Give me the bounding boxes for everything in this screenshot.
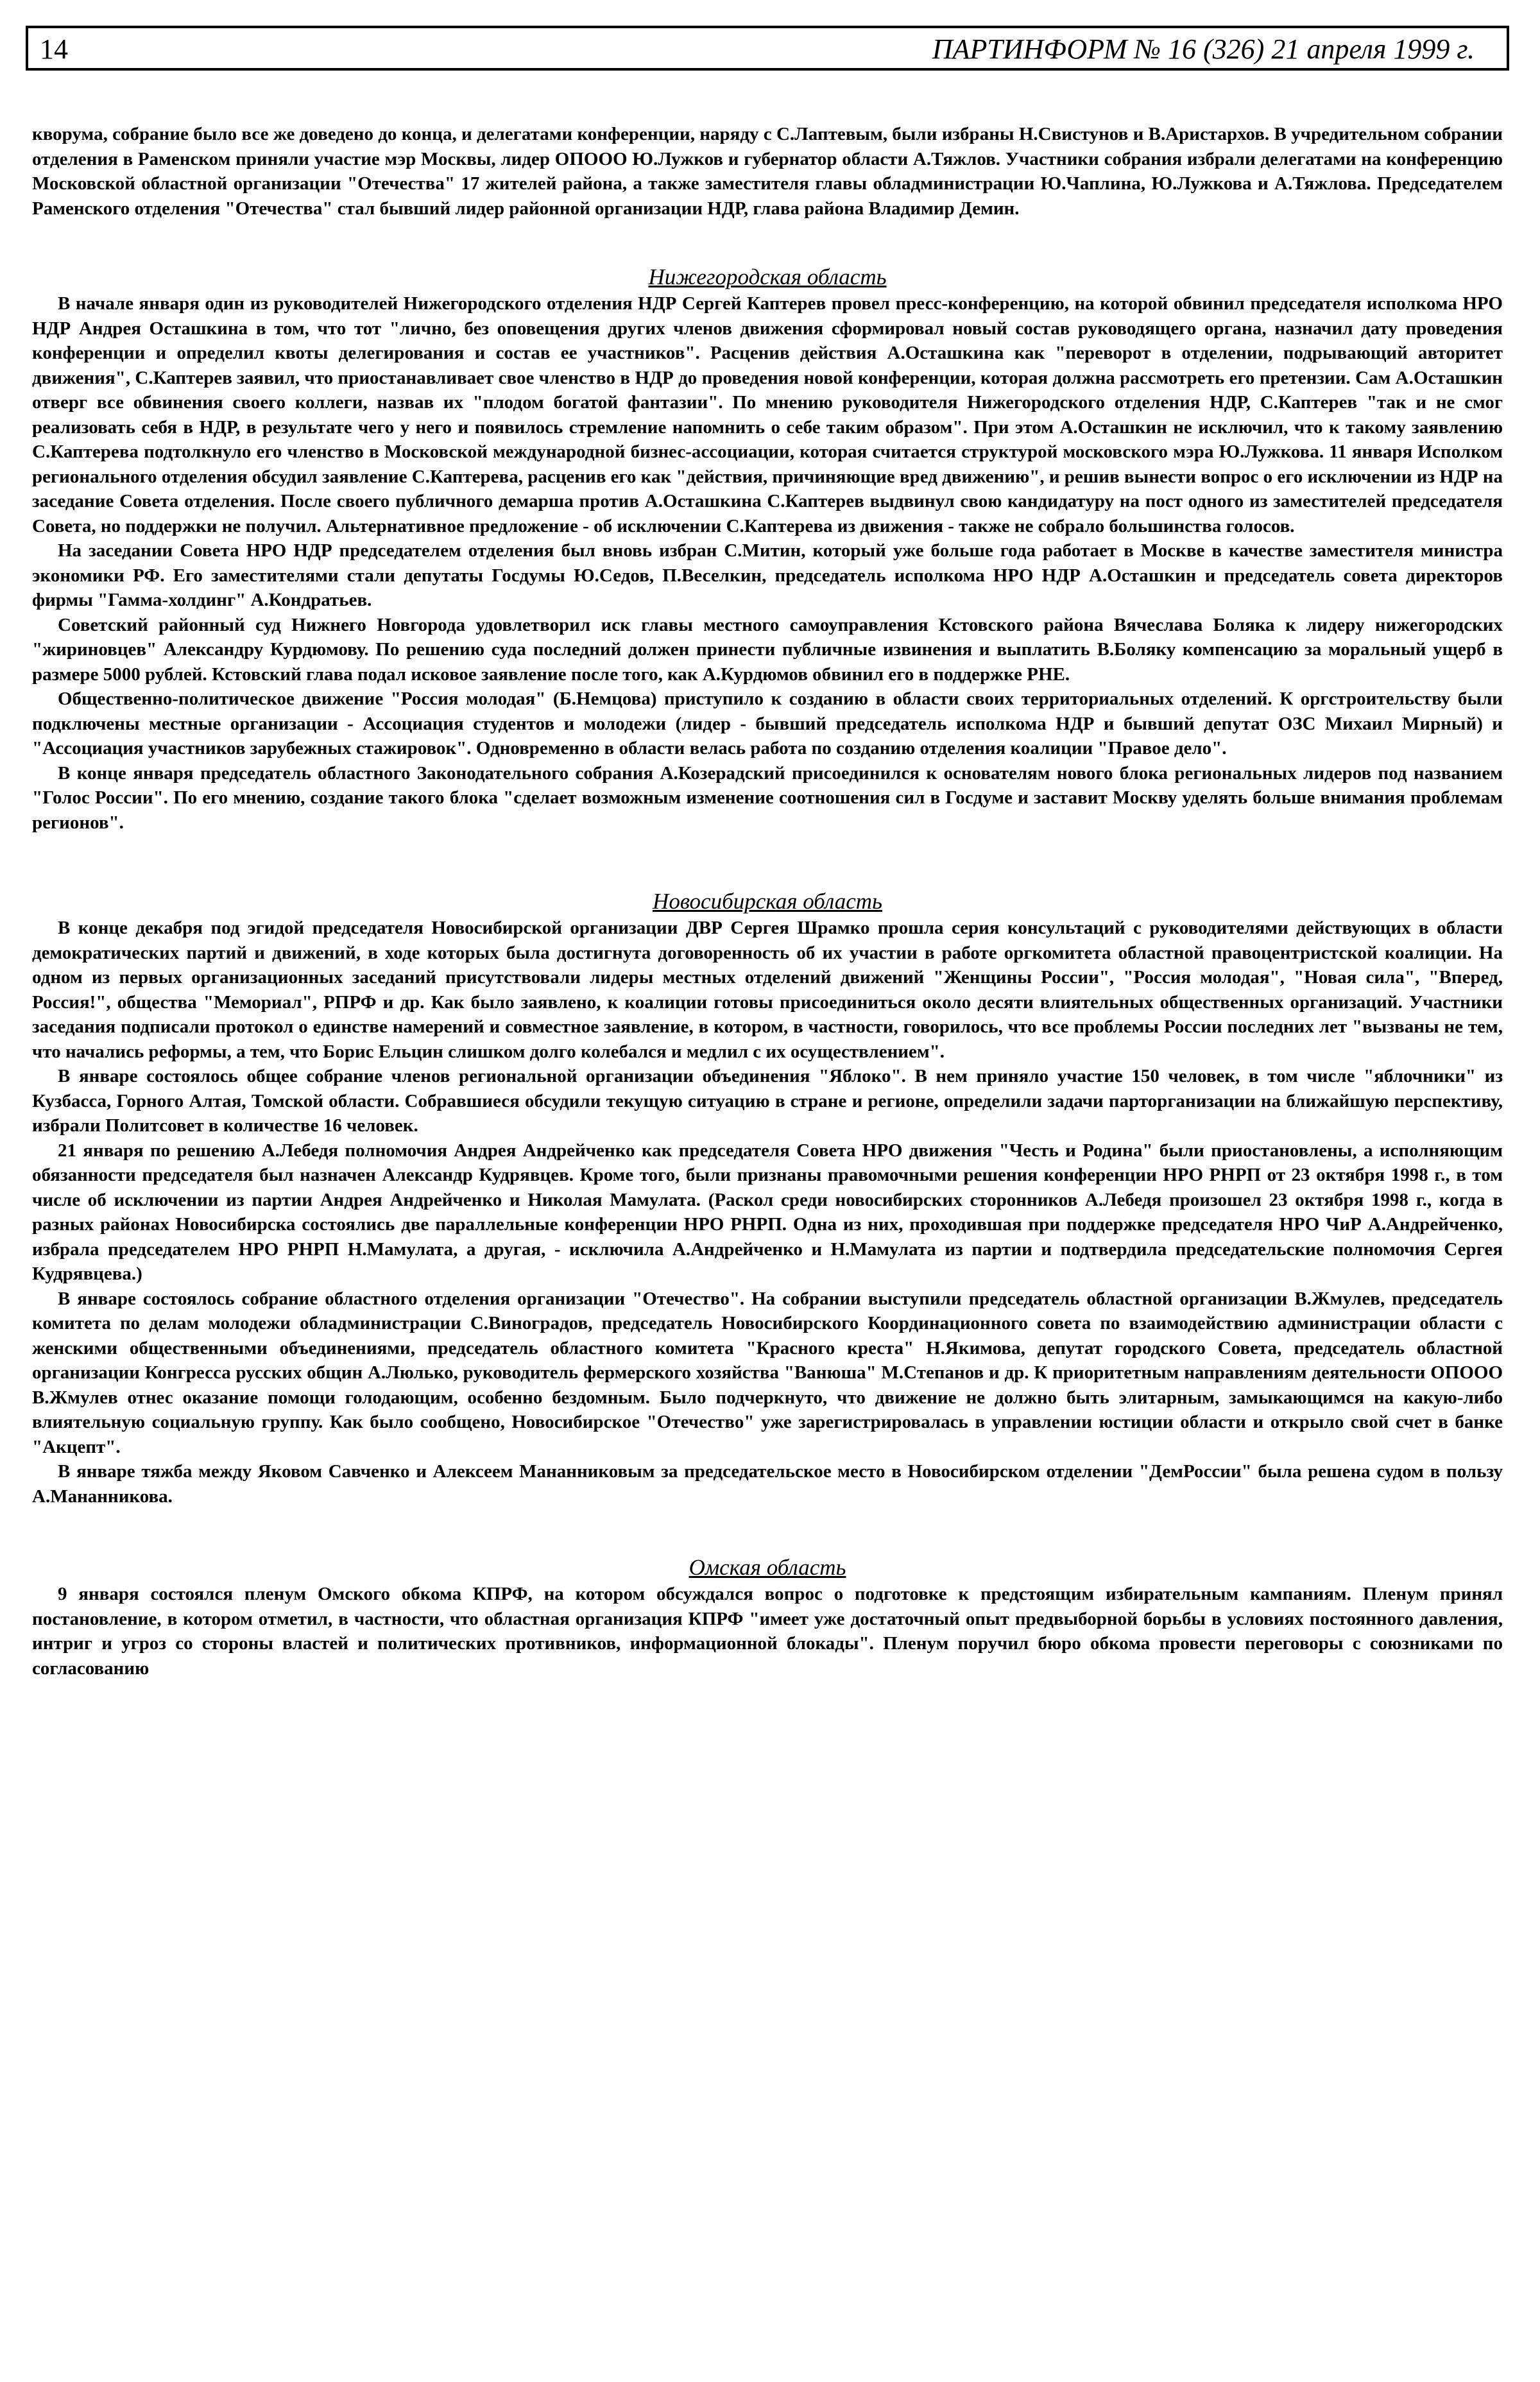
- page-number: 14: [40, 33, 68, 65]
- paragraph: В конце января председатель областного Законодательного собрания А.Козерадский присоединился к основателям нового блока региональных лидеров под названием "Голос России". По его мнению, создание такого блока "сделает возможным изменение соотношения сил в Госдуме и заставит Москву уделять больше внимания проблемам регионов".: [32, 762, 1503, 833]
- paragraph: В начале января один из руководителей Нижегородского отделения НДР Сергей Каптерев провел пресс-конференцию, на которой обвинил председателя исполкома НРО НДР Андрея Осташкина в том, что тот "лично, без оповещения других членов движения сформировал новый состав руководящего органа, назначил дату проведения конференции и определил квоты делегирования и состав ее участников". Расценив действия А.Осташкина как "переворот в отделении, подрывающий авторитет движения", С.Каптерев заявил, что приостанавливает свое членство в НДР до проведения новой конференции, которая должна рассмотреть его претензии. Сам А.Осташкин отверг все обвинения своего коллеги, назвав их "плодом богатой фантазии". По мнению руководителя Нижегородского отделения НДР, С.Каптерев "так и не смог реализовать себя в НДР, в результате чего у него и появилось стремление напомнить о себе таким образом". При этом А.Осташкин не исключил, что к такому заявлению С.Каптерева подтолкнуло его членство в Московской международной бизнес-ассоциации, которая считается структурой московского мэра Ю.Лужкова. 11 января Исполком регионального отделения обсудил заявление С.Каптерева, расценив его как "действия, причиняющие вред движению", и решив вынести вопрос о его исключении из НДР на заседание Совета отделения. После своего публичного демарша против А.Осташкина С.Каптерев выдвинул свою кандидатуру на пост одного из заместителей председателя Совета, но поддержки не получил. Альтернативное предложение - об исключении С.Каптерева из движения - также не собрало большинства голосов.: [32, 293, 1503, 536]
- paragraph: В конце декабря под эгидой председателя Новосибирской организации ДВР Сергея Шрамко прошла серия консультаций с руководителями действующих в области демократических партий и движений, в ходе которых была достигнута договоренность об их участии в работе оргкомитета областной правоцентристской коалиции. На одном из первых организационных заседаний присутствовали лидеры местных отделений движений "Женщины России", "Россия молодая", "Новая сила", "Вперед, Россия!", общества "Мемориал", РПРФ и др. Как было заявлено, к коалиции готовы присоединиться около десяти влиятельных общественных организаций. Участники заседания подписали протокол о единстве намерений и совместное заявление, в котором, в частности, говорилось, что все проблемы России последних лет "вызваны не тем, что начались реформы, а тем, что Борис Ельцин слишком долго колебался и медлил с их осуществлением".: [32, 918, 1503, 1062]
- paragraph: Общественно-политическое движение "Россия молодая" (Б.Немцова) приступило к созданию в области своих территориальных отделений. К оргстроительству были подключены местные организации - Ассоциация студентов и молодежи (лидер - бывший председатель исполкома НДР и бывший депутат ОЗС Михаил Мирный) и "Ассоциация участников зарубежных стажировок". Одновременно в области велась работа по созданию отделения коалиции "Правое дело".: [32, 689, 1503, 758]
- page-header: [26, 26, 1509, 71]
- newspaper-page: [26, 26, 1514, 2356]
- paragraph: В январе тяжба между Яковом Савченко и Алексеем Мананниковым за председательское место в Новосибирском отделении "ДемРоссии" была решена судом в пользу А.Мананникова.: [32, 1461, 1503, 1507]
- section-omsk: [32, 1554, 1503, 1681]
- section-novosibirsk: [32, 887, 1503, 1509]
- paragraph: 9 января состоялся пленум Омского обкома КПРФ, на котором обсуждался вопрос о подготовке к предстоящим избирательным кампаниям. Пленум принял постановление, в котором отметил, в частности, что областная организация КПРФ "имеет уже достаточный опыт предвыборной борьбы в условиях постоянного давления, интриг и угроз со стороны властей и политических противников, информационной блокады". Пленум поручил бюро обкома провести переговоры с союзниками по согласованию: [32, 1584, 1503, 1679]
- paragraph: На заседании Совета НРО НДР председателем отделения был вновь избран С.Митин, который уже больше года работает в Москве в качестве заместителя министра экономики РФ. Его заместителями стали депутаты Госдумы Ю.Седов, П.Веселкин, председатель исполкома НРО НДР А.Осташкин и председатель совета директоров фирмы "Гамма-холдинг" А.Кондратьев.: [32, 540, 1503, 610]
- paragraph: В январе состоялось общее собрание членов региональной организации объединения "Яблоко". В нем приняло участие 150 человек, в том числе "яблочники" из Кузбасса, Горного Алтая, Томской области. Собравшиеся обсудили текущую ситуацию в стране и регионе, определили задачи парторганизации на ближайшую перспективу, избрали Политсовет в количестве 16 человек.: [32, 1066, 1503, 1136]
- paragraph: Советский районный суд Нижнего Новгорода удовлетворил иск главы местного самоуправления Кстовского района Вячеслава Боляка к лидеру нижегородских "жириновцев" Александру Курдюмову. По решению суда последний должен принести публичные извинения и выплатить В.Боляку компенсацию за моральный ущерб в размере 5000 рублей. Кстовский глава подал исковое заявление после того, как А.Курдюмов обвинил его в поддержке РНЕ.: [32, 614, 1503, 685]
- section-title-novosibirsk: Новосибирская область: [653, 889, 882, 914]
- intro-paragraph: кворума, собрание было все же доведено до конца, и делегатами конференции, наряду с С.Лаптевым, были избраны Н.Свистунов и В.Аристархов. В учредительном собрании отделения в Раменском приняли участие мэр Москвы, лидер ОПООО Ю.Лужков и губернатор области А.Тяжлов. Участники собрания избрали делегатами на конференцию Московской областной организации "Отечества" 17 жителей района, а также заместителя главы обладминистрации Ю.Чаплина, Ю.Лужкова и А.Тяжлова. Председателем Раменского отделения "Отечества" стал бывший лидер районной организации НДР, глава района Владимир Демин.: [32, 124, 1503, 219]
- article-body: [32, 122, 1503, 1681]
- section-title-nizhny-novgorod: Нижегородская область: [648, 264, 887, 289]
- section-title-omsk: Омская область: [689, 1555, 846, 1580]
- paragraph: 21 января по решению А.Лебедя полномочия Андрея Андрейченко как председателя Совета НРО движения "Честь и Родина" были приостановлены, а исполняющим обязанности председателя был назначен Александр Кудрявцев. Кроме того, были признаны правомочными решения конференции НРО РНРП от 23 октября 1998 г., в том числе об исключении из партии Андрея Андрейченко и Николая Мамулата. (Раскол среди новосибирских сторонников А.Лебедя произошел 23 октября 1998 г., когда в разных районах Новосибирска состоялись две параллельные конференции НРО РНРП. Одна из них, проходившая при поддержке председателя НРО ЧиР А.Андрейченко, избрала председателем НРО РНРП Н.Мамулата, а другая, - исключила А.Андрейченко и Н.Мамулата из партии и подтвердила председательские полномочия Сергея Кудрявцева.): [32, 1140, 1503, 1284]
- publication-title: ПАРТИНФОРМ № 16 (326) 21 апреля 1999 г.: [932, 33, 1475, 65]
- paragraph: В январе состоялось собрание областного отделения организации "Отечество". На собрании выступили председатель областной организации В.Жмулев, председатель комитета по делам молодежи обладминистрации С.Виноградов, председатель Новосибирского Координационного совета по взаимодействию администрации области с женскими общественными объединениями, председатель областного комитета "Красного креста" Н.Якимова, депутат городского Совета, председатель областной организации Конгресса русских общин А.Люлько, руководитель фермерского хозяйства "Ванюша" М.Степанов и др. К приоритетным направлениям деятельности ОПООО В.Жмулев отнес оказание помощи голодающим, особенно бездомным. Было подчеркнуто, что движение не должно быть элитарным, замыкающимся на какую-либо влиятельную социальную группу. Как было сообщено, Новосибирское "Отечество" уже зарегистрировалась в управлении юстиции области и открыло свой счет в банке "Акцепт".: [32, 1288, 1503, 1457]
- section-nizhny-novgorod: [32, 263, 1503, 835]
